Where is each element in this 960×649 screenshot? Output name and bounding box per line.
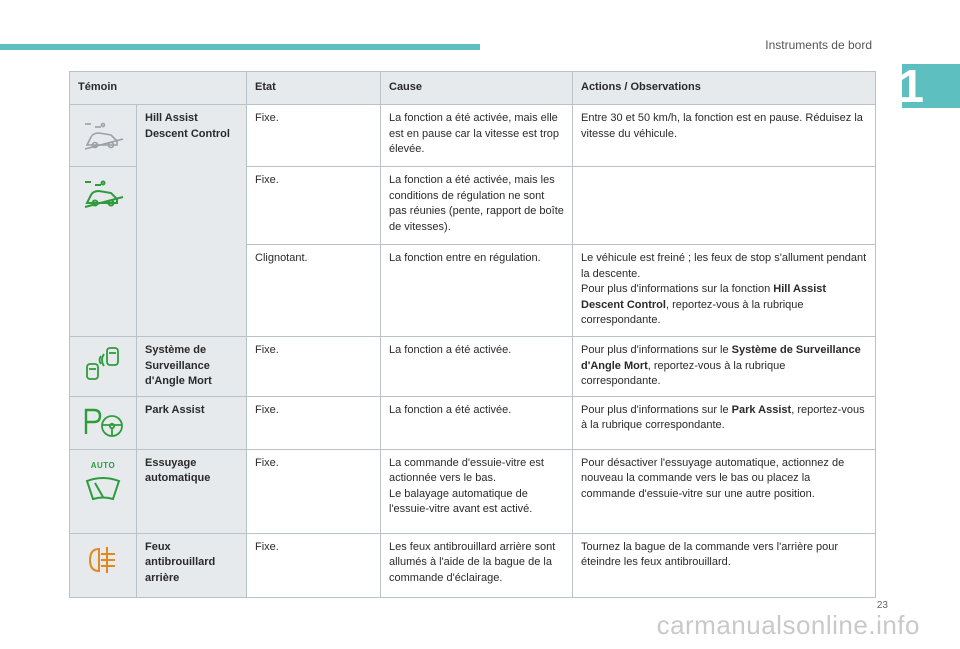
hill-descent-grey-icon [81, 121, 125, 151]
hill-actions-3-post: , reportez-vous à la rubrique correspondante. [581, 298, 804, 326]
header-cause: Cause [381, 72, 573, 105]
header-temoin: Témoin [70, 72, 247, 105]
hill-etat-3: Clignotant. [247, 245, 381, 337]
park-icon-cell [70, 396, 137, 449]
park-actions-pre: Pour plus d'informations sur le [581, 403, 732, 416]
hill-icon-cell-grey [70, 105, 137, 167]
hill-actions-3-text: Le véhicule est freiné ; les feux de stop s'allument pendant la descente. [581, 252, 867, 280]
blind-spot-icon [81, 344, 125, 382]
table-row [70, 396, 876, 449]
park-actions-post: , reportez-vous à la rubrique correspondante. [581, 403, 865, 431]
table-row [70, 337, 876, 397]
park-cause: La fonction a été activée. [381, 396, 573, 449]
chapter-number: 1 [898, 60, 924, 112]
fog-cause: Les feux antibrouillard arrière sont allumés à l'aide de la bague de la commande d'éclairage. [381, 533, 573, 597]
park-actions [573, 396, 876, 449]
hill-actions-1: Entre 30 et 50 km/h, la fonction est en pause. Réduisez la vitesse du véhicule. [573, 105, 876, 167]
hill-actions-2 [573, 167, 876, 245]
fog-name: Feux antibrouillard arrière [137, 533, 247, 597]
hill-descent-green-icon [81, 179, 125, 209]
wiper-cause-1: La commande d'essuie-vitre est actionnée vers le bas. [389, 456, 544, 484]
park-assist-icon [81, 406, 125, 440]
header-actions: Actions / Observations [573, 72, 876, 105]
hill-etat-1: Fixe. [247, 105, 381, 167]
blind-etat: Fixe. [247, 337, 381, 397]
blind-name: Système de Surveillance d'Angle Mort [137, 337, 247, 397]
auto-wiper-icon [83, 475, 123, 503]
accent-bar [0, 44, 480, 50]
blind-actions-bold: Système de Surveillance d'Angle Mort [581, 344, 861, 372]
page-header-title: Instruments de bord [765, 38, 872, 52]
hill-actions-3-line2: Pour plus d'informations sur la fonction [581, 283, 774, 295]
hill-name: Hill Assist Descent Control [137, 105, 247, 337]
fog-actions: Tournez la bague de la commande vers l'arrière pour éteindre les feux antibrouillard. [573, 533, 876, 597]
watermark: carmanualsonline.info [656, 610, 920, 640]
hill-etat-2: Fixe. [247, 167, 381, 245]
hill-actions-3 [573, 245, 876, 337]
fog-etat: Fixe. [247, 533, 381, 597]
wiper-cause-2: Le balayage automatique de l'essuie-vitre avant est activé. [389, 487, 533, 515]
hill-cause-3: La fonction entre en régulation. [381, 245, 573, 337]
park-actions-bold: Park Assist [731, 403, 792, 416]
blind-actions [573, 337, 876, 397]
auto-label: AUTO [90, 460, 116, 470]
blind-icon-cell [70, 337, 137, 397]
header-etat: Etat [247, 72, 381, 105]
rear-fog-lamp-icon [85, 545, 121, 575]
blind-actions-post: , reportez-vous à la rubrique correspondante. [581, 359, 786, 387]
table-row [70, 105, 876, 167]
table-header-row [70, 72, 876, 105]
wiper-cause [381, 449, 573, 533]
page-number: 23 [876, 600, 888, 611]
hill-actions-3-bold: Hill Assist Descent Control [581, 283, 827, 311]
fog-icon-cell [70, 533, 137, 597]
table-row [70, 533, 876, 597]
blind-actions-pre: Pour plus d'informations sur le [581, 344, 732, 356]
hill-cause-2: La fonction a été activée, mais les conditions de régulation ne sont pas réunies (pente, rapport de boîte de vitesses). [381, 167, 573, 245]
indicator-table [69, 71, 876, 598]
hill-icon-cell-green [70, 167, 137, 337]
park-name: Park Assist [137, 396, 247, 449]
wiper-icon-cell [70, 449, 137, 533]
wiper-etat: Fixe. [247, 449, 381, 533]
park-etat: Fixe. [247, 396, 381, 449]
wiper-actions: Pour désactiver l'essuyage automatique, actionnez de nouveau la commande vers le bas ou placez la commande d'essuie-vitre sur une autre position. [573, 449, 876, 533]
table-row [70, 449, 876, 533]
wiper-name: Essuyage automatique [137, 449, 247, 533]
hill-cause-1: La fonction a été activée, mais elle est en pause car la vitesse est trop élevée. [381, 105, 573, 167]
blind-cause: La fonction a été activée. [381, 337, 573, 397]
